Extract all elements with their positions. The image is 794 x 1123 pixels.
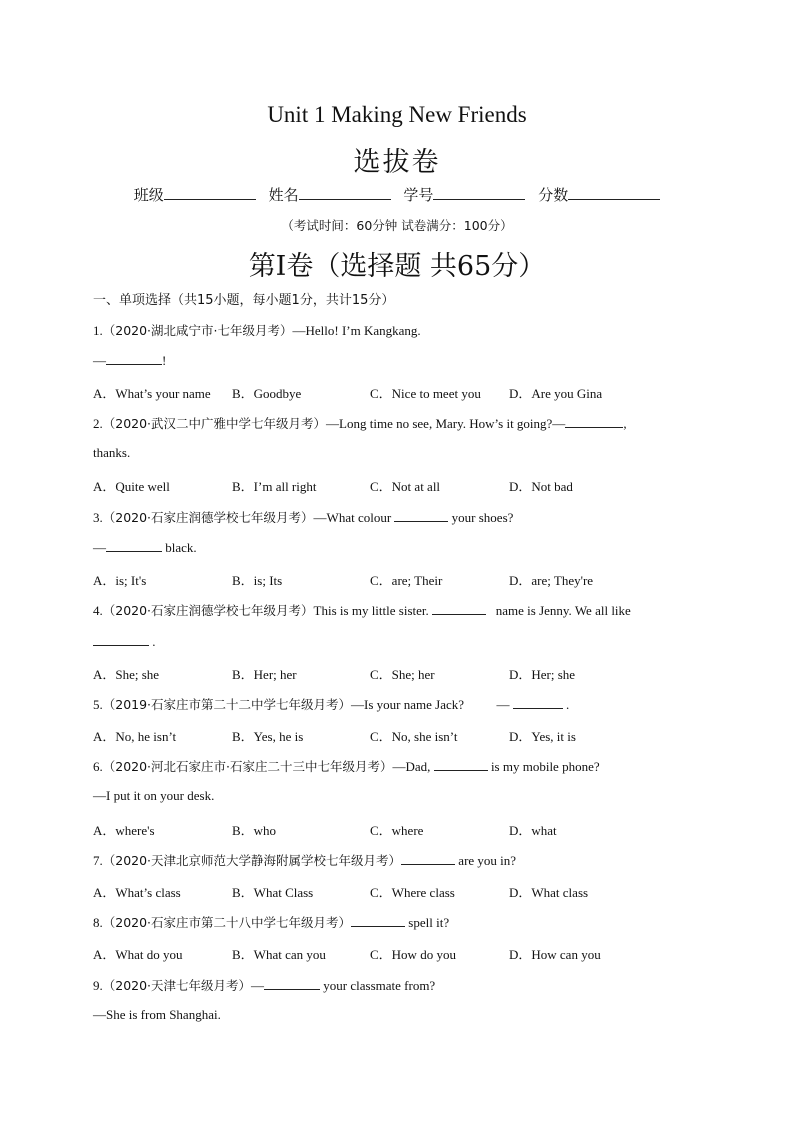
question-stem: —Is your name Jack? xyxy=(351,697,465,712)
punctuation: , xyxy=(623,416,627,431)
answer-blank[interactable] xyxy=(106,352,162,365)
question-3 xyxy=(93,508,513,526)
option-d[interactable]: D．Not bad xyxy=(509,479,573,494)
question-stem-end: your classmate from? xyxy=(323,978,436,993)
option-c[interactable]: C．Where class xyxy=(370,885,455,900)
option-a[interactable]: A．What’s class xyxy=(93,885,181,900)
score-field xyxy=(538,184,660,205)
option-b[interactable]: B．Yes, he is xyxy=(232,729,304,744)
option-b[interactable]: B．Goodbye xyxy=(232,386,302,401)
question-stem: —Hello! I’m Kangkang. xyxy=(292,323,421,338)
question-stem-end: black. xyxy=(165,540,197,555)
name-blank[interactable] xyxy=(299,185,391,200)
answer-blank[interactable] xyxy=(264,977,320,990)
question-6-line-2: —I put it on your desk. xyxy=(93,788,215,803)
section-heading: 一、单项选择（共15小题，每小题1分，共计15分） xyxy=(93,293,395,308)
option-c[interactable]: C．She; her xyxy=(370,667,435,682)
answer-blank[interactable] xyxy=(434,758,488,771)
question-number: 2. xyxy=(93,416,103,431)
answer-blank[interactable] xyxy=(394,509,448,522)
exam-note: （考试时间：60分钟 试卷满分：100分） xyxy=(281,218,513,233)
option-b[interactable]: B．What can you xyxy=(232,947,326,962)
answer-blank[interactable] xyxy=(565,415,623,428)
option-b[interactable]: B．I’m all right xyxy=(232,479,317,494)
option-c[interactable]: C．Nice to meet you xyxy=(370,386,481,401)
option-d[interactable]: D．Her; she xyxy=(509,667,576,682)
answer-blank[interactable] xyxy=(106,539,162,552)
option-a[interactable]: A．She; she xyxy=(93,667,160,682)
question-stem: —Long time no see, Mary. How’s it going?— xyxy=(326,416,566,431)
volume-heading: 第Ⅰ卷（选择题 共65分） xyxy=(248,251,546,282)
option-d[interactable]: D．are; They're xyxy=(509,573,594,588)
question-1-line-2 xyxy=(93,352,166,369)
option-a[interactable]: A．where's xyxy=(93,823,155,838)
question-source: （2020·石家庄市第二十八中学七年级月考） xyxy=(102,915,352,930)
question-stem: —Dad, xyxy=(392,759,431,774)
question-1 xyxy=(93,321,421,339)
student-info-fields xyxy=(0,184,794,205)
question-number: 6. xyxy=(93,759,103,774)
question-source: （2020·天津七年级月考） xyxy=(102,978,252,993)
option-d[interactable]: D．Are you Gina xyxy=(509,386,603,401)
option-b[interactable]: B．What Class xyxy=(232,885,314,900)
question-source: （2020·石家庄润德学校七年级月考） xyxy=(102,603,314,618)
question-number: 1. xyxy=(93,323,103,338)
question-4-line-2 xyxy=(93,633,156,650)
question-source: （2020·河北石家庄市·石家庄二十三中七年级月考） xyxy=(102,759,393,774)
option-d[interactable]: D．How can you xyxy=(509,947,601,962)
question-4 xyxy=(93,601,631,619)
option-a[interactable]: A．Quite well xyxy=(93,479,170,494)
question-number: 3. xyxy=(93,510,103,525)
option-b[interactable]: B．Her; her xyxy=(232,667,297,682)
question-stem-end: spell it? xyxy=(408,915,450,930)
dash: — xyxy=(251,978,265,993)
question-stem-end: name is Jenny. We all like xyxy=(495,603,631,618)
question-2-line-2: thanks. xyxy=(93,445,131,460)
question-8 xyxy=(93,913,449,931)
punctuation: . xyxy=(152,634,156,649)
dash: — xyxy=(93,540,106,555)
answer-blank[interactable] xyxy=(93,633,149,646)
question-source: （2020·湖北咸宁市·七年级月考） xyxy=(102,323,293,338)
question-source: （2020·天津北京师范大学静海附属学校七年级月考） xyxy=(102,853,402,868)
question-number: 4. xyxy=(93,603,103,618)
score-blank[interactable] xyxy=(568,185,660,200)
option-c[interactable]: C．How do you xyxy=(370,947,456,962)
punctuation: . xyxy=(566,697,570,712)
punctuation: ! xyxy=(162,353,167,368)
option-a[interactable]: A．No, he isn’t xyxy=(93,729,177,744)
question-7 xyxy=(93,851,516,869)
name-field xyxy=(269,184,391,205)
student-id-field xyxy=(403,184,525,205)
worksheet-title: Unit 1 Making New Friends xyxy=(267,102,527,127)
option-c[interactable]: C．are; Their xyxy=(370,573,443,588)
score-label: 分数 xyxy=(538,186,569,204)
question-stem: —What colour xyxy=(313,510,392,525)
question-stem-end: are you in? xyxy=(458,853,517,868)
option-d[interactable]: D．what xyxy=(509,823,557,838)
question-3-line-2 xyxy=(93,539,197,556)
class-field xyxy=(134,184,256,205)
question-number: 5. xyxy=(93,697,103,712)
option-d[interactable]: D．Yes, it is xyxy=(509,729,576,744)
name-label: 姓名 xyxy=(268,186,299,204)
option-a[interactable]: A．What’s your name xyxy=(93,386,211,401)
question-5 xyxy=(93,695,569,713)
option-b[interactable]: B．who xyxy=(232,823,277,838)
question-number: 7. xyxy=(93,853,103,868)
class-blank[interactable] xyxy=(164,185,256,200)
option-a[interactable]: A．is; It's xyxy=(93,573,147,588)
question-source: （2019·石家庄市第二十二中学七年级月考） xyxy=(102,697,352,712)
class-label: 班级 xyxy=(133,186,164,204)
option-b[interactable]: B．is; Its xyxy=(232,573,283,588)
worksheet-subtitle: 选拔卷 xyxy=(353,147,441,178)
student-id-label: 学号 xyxy=(403,186,434,204)
question-number: 8. xyxy=(93,915,103,930)
option-c[interactable]: C．Not at all xyxy=(370,479,441,494)
option-a[interactable]: A．What do you xyxy=(93,947,183,962)
question-stem: This is my little sister. xyxy=(313,603,429,618)
answer-blank[interactable] xyxy=(401,852,455,865)
answer-blank[interactable] xyxy=(513,696,563,709)
question-stem-end: is my mobile phone? xyxy=(490,759,600,774)
question-6 xyxy=(93,757,600,775)
answer-blank[interactable] xyxy=(432,602,486,615)
option-c[interactable]: C．where xyxy=(370,823,424,838)
option-d[interactable]: D．What class xyxy=(509,885,589,900)
question-number: 9. xyxy=(93,978,103,993)
dash: — xyxy=(496,697,510,712)
question-stem-end: your shoes? xyxy=(451,510,514,525)
question-2 xyxy=(93,414,627,432)
student-id-blank[interactable] xyxy=(433,185,525,200)
question-source: （2020·石家庄润德学校七年级月考） xyxy=(102,510,314,525)
question-9 xyxy=(93,976,435,994)
answer-blank[interactable] xyxy=(351,914,405,927)
question-9-line-2: —She is from Shanghai. xyxy=(93,1007,221,1022)
option-c[interactable]: C．No, she isn’t xyxy=(370,729,458,744)
question-source: （2020·武汉二中广雅中学七年级月考） xyxy=(102,416,327,431)
dash: — xyxy=(93,353,106,368)
